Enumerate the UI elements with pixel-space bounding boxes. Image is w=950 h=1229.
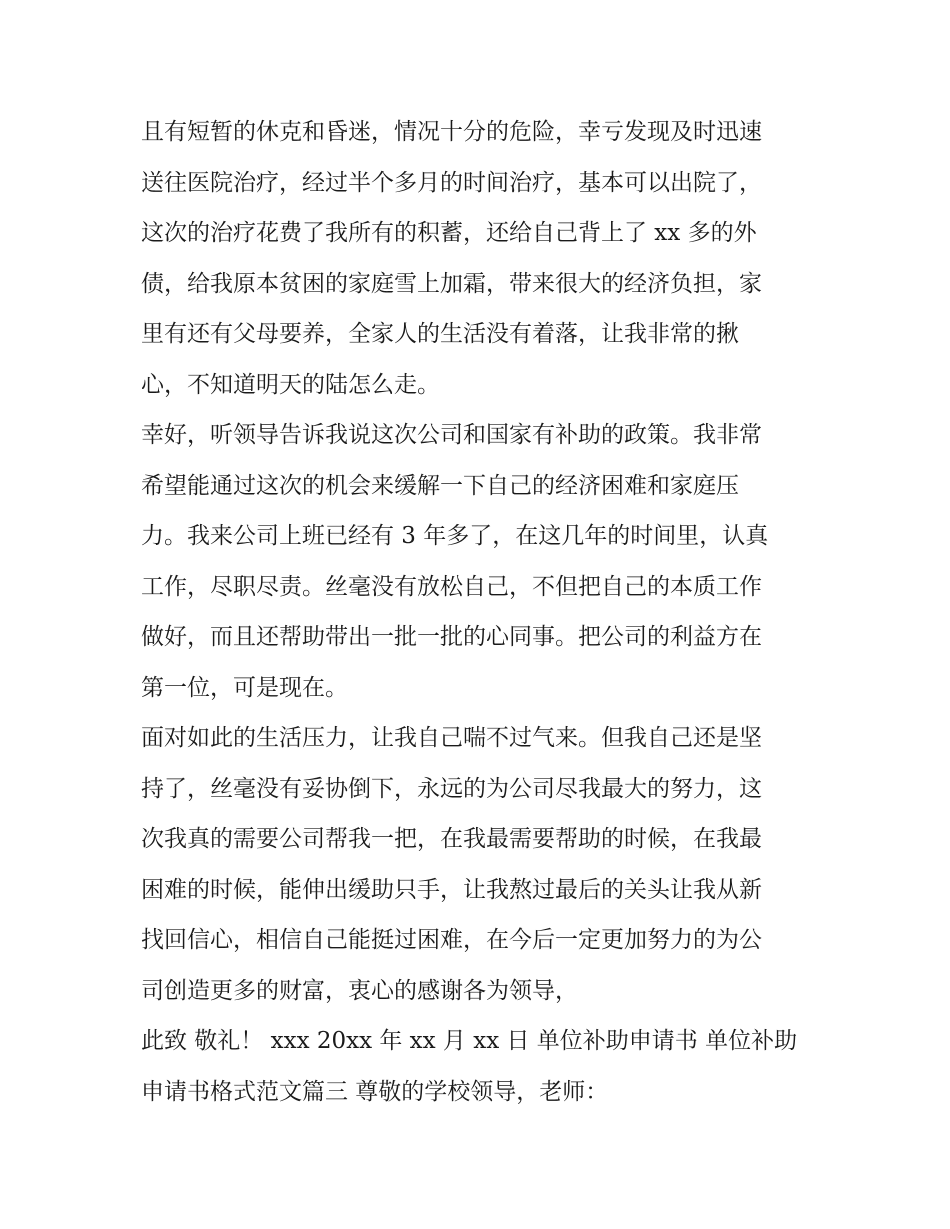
text-line: 幸好，听领导告诉我说这次公司和国家有补助的政策。我非常 bbox=[141, 422, 762, 448]
text-line: 司创造更多的财富，衷心的感谢各为领导， bbox=[141, 977, 578, 1004]
text-line: 做好，而且还帮助带出一批一批的心同事。把公司的利益方在 bbox=[141, 624, 762, 650]
text-line: 里有还有父母要养，全家人的生活没有着落，让我非常的揪 bbox=[141, 321, 739, 347]
text-line: 持了，丝毫没有妥协倒下，永远的为公司尽我最大的努力，这 bbox=[141, 775, 762, 802]
text-line: 心，不知道明天的陆怎么走。 bbox=[141, 371, 440, 398]
document-body bbox=[141, 107, 821, 1117]
text-line: 工作，尽职尽责。丝毫没有放松自己，不但把自己的本质工作 bbox=[141, 573, 762, 600]
text-line: 面对如此的生活压力，让我自己喘不过气来。但我自己还是坚 bbox=[141, 725, 762, 751]
text-line: 且有短暂的休克和昏迷，情况十分的危险，幸亏发现及时迅速 bbox=[141, 119, 762, 145]
text-line: 希望能通过这次的机会来缓解一下自己的经济困难和家庭压 bbox=[141, 472, 739, 499]
text-line: 次我真的需要公司帮我一把，在我最需要帮助的时候，在我最 bbox=[141, 826, 762, 852]
text-line: 力。我来公司上班已经有 3 年多了，在这几年的时间里，认真 bbox=[141, 523, 769, 549]
text-line: 这次的治疗花费了我所有的积蓄，还给自己背上了 xx 多的外 bbox=[141, 220, 757, 246]
text-line: 找回信心，相信自己能挺过困难，在今后一定更加努力的为公 bbox=[141, 927, 762, 953]
text-line: 第一位，可是现在。 bbox=[141, 674, 348, 701]
text-line: 困难的时候，能伸出缓助只手，让我熬过最后的关头让我从新 bbox=[141, 876, 762, 903]
text-line: 申请书格式范文篇三 尊敬的学校领导，老师： bbox=[141, 1078, 609, 1105]
text-line: 送往医院治疗，经过半个多月的时间治疗，基本可以出院了， bbox=[141, 169, 762, 196]
text-line: 此致 敬礼！ xxx 20xx 年 xx 月 xx 日 单位补助申请书 单位补助 bbox=[141, 1028, 798, 1054]
text-line: 债，给我原本贫困的家庭雪上加霜，带来很大的经济负担，家 bbox=[141, 270, 762, 297]
